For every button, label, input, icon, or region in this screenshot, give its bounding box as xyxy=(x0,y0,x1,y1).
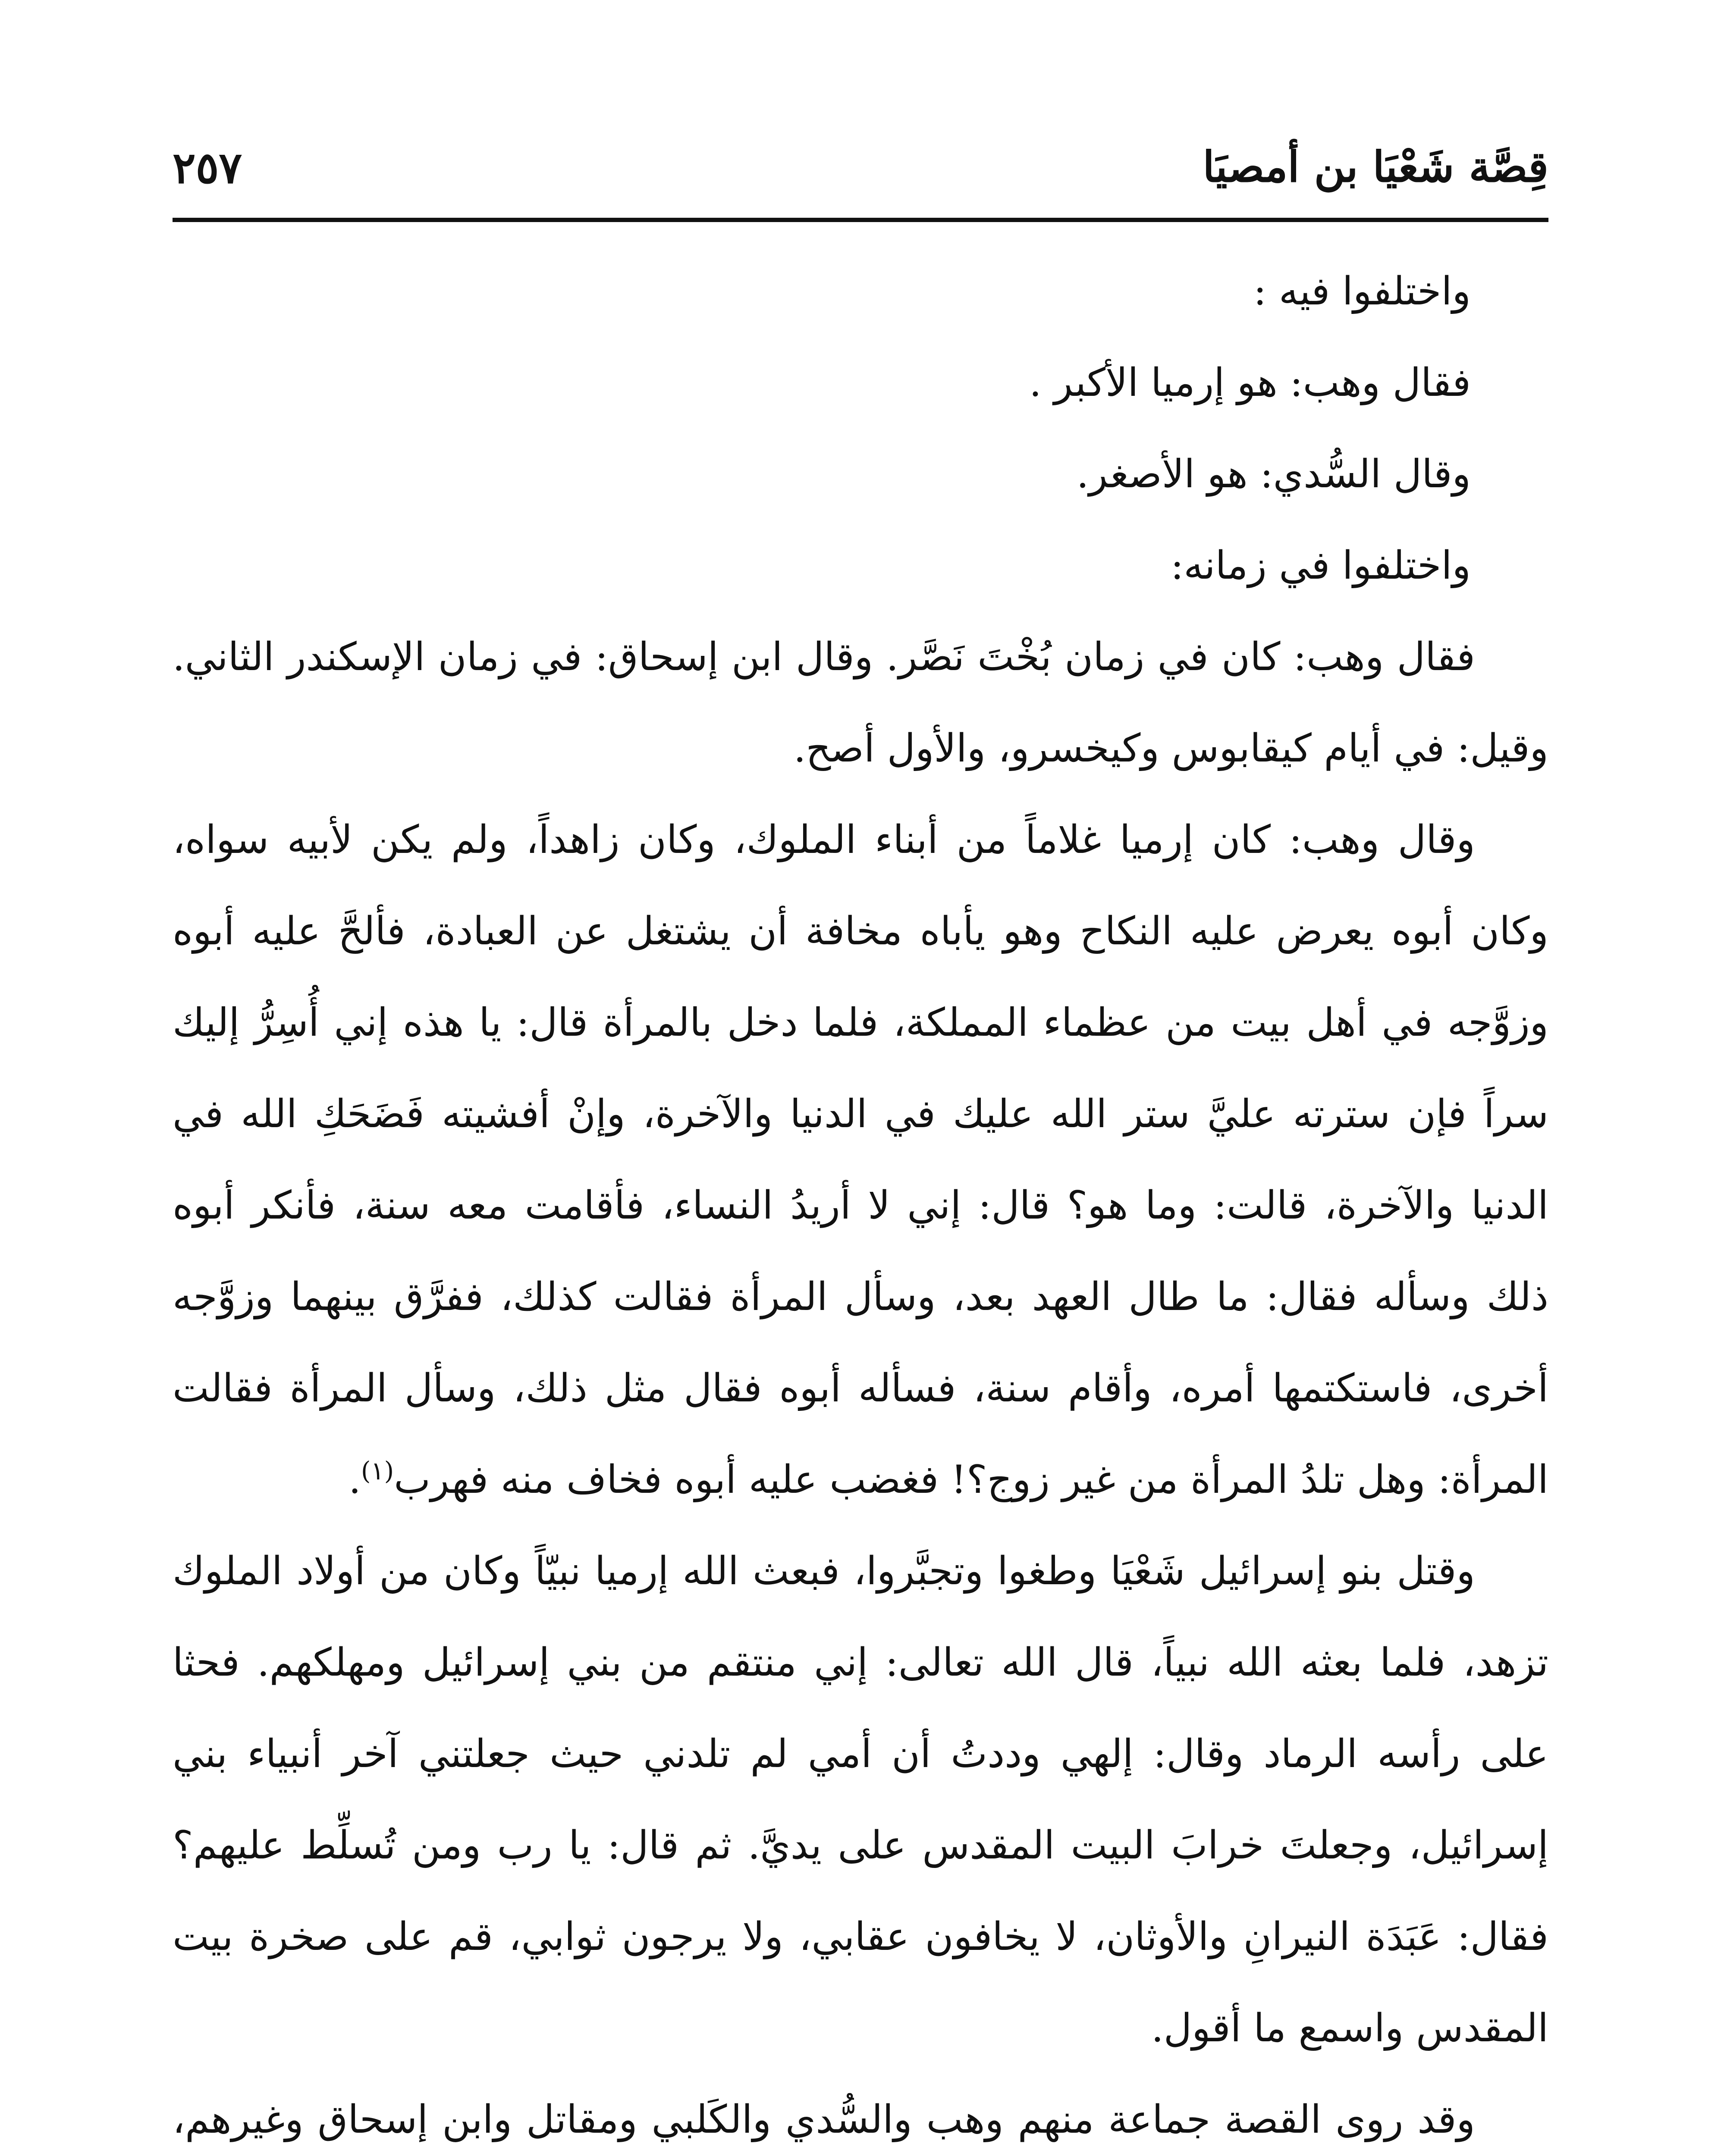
running-title: قِصَّة شَعْيَا بن أمصيَا xyxy=(1203,142,1548,192)
paragraph: وقتل بنو إسرائيل شَعْيَا وطغوا وتجبَّروا، فبعث الله إرميا نبيّاً وكان من أولاد الملوك تزهد، فلما بعثه الله نبياً، قال الله تعالى: إني منتقم من بني إسرائيل ومهلكهم. فحثا على رأسه الرماد وقال: إلهي وددتُ أن أمي لم تلدني حيث جعلتني آخر أنبياء بني إسرائيل، وجعلتَ خرابَ البيت المقدس على يديَّ. ثم قال: يا رب ومن تُسلِّط عليهم؟ فقال: عَبَدَة النيرانِ والأوثان، لا يخافون عقابي، ولا يرجون ثوابي، قم على صخرة بيت المقدس واسمع ما أقول. xyxy=(173,1548,1548,2051)
paragraph-text: وقد روى القصة جماعة منهم وهب والسُّدي والكَلبي ومقاتل وابن إسحاق وغيرهم، xyxy=(173,2097,1475,2142)
header-divider xyxy=(173,218,1548,222)
footnote-ref: (١) xyxy=(361,1456,394,1485)
text-line: واختلفوا فيه : xyxy=(1253,269,1471,314)
paragraph-text: وقال وهب: كان إرميا غلاماً من أبناء الملوك، وكان زاهداً، ولم يكن لأبيه سواه، وكان أبوه يعرض عليه النكاح وهو يأباه مخافة أن يشتغل عن العبادة، فألحَّ عليه أبوه وزوَّجه في أهل بيت من عظماء المملكة، فلما دخل بالمرأة قال: يا هذه إني أُسِرُّ إليك سراً فإن سترته عليَّ ستر الله عليك في الدنيا والآخرة، وإنْ أفشيته فَضَحَكِ الله في الدنيا والآخرة، قالت: وما هو؟ قال: إني لا أريدُ النساء، فأقامت معه سنة، فأنكر أبوه ذلك وسأله فقال: ما طال العهد بعد، وسأل المرأة فقالت كذلك، ففرَّق بينهما وزوَّجه أخرى، فاستكتمها أمره، وأقام سنة، فسأله أبوه فقال مثل ذلك، وسأل المرأة فقالت المرأة: وهل تلدُ المرأة من غير زوج؟! فغضب عليه أبوه فخاف منه فهرب xyxy=(173,817,1548,1502)
paragraph xyxy=(173,2074,1548,2156)
paragraph xyxy=(173,794,1548,1526)
paragraph: فقال وهب: كان في زمان بُخْتَ نَصَّر. وقال ابن إسحاق: في زمان الإسكندر الثاني. وقيل: في أيام كيقابوس وكيخسرو، والأول أصح. xyxy=(173,634,1548,771)
page-number: ٢٥٧ xyxy=(173,142,242,193)
text-line: واختلفوا في زمانه: xyxy=(1170,543,1471,588)
main-text xyxy=(173,246,1548,2156)
text-line: وقال السُّدي: هو الأصغر. xyxy=(1076,451,1471,497)
paragraph-end: . xyxy=(349,1457,361,1502)
page-header xyxy=(173,121,1548,207)
text-line: فقال وهب: هو إرميا الأكبر . xyxy=(1029,360,1471,405)
